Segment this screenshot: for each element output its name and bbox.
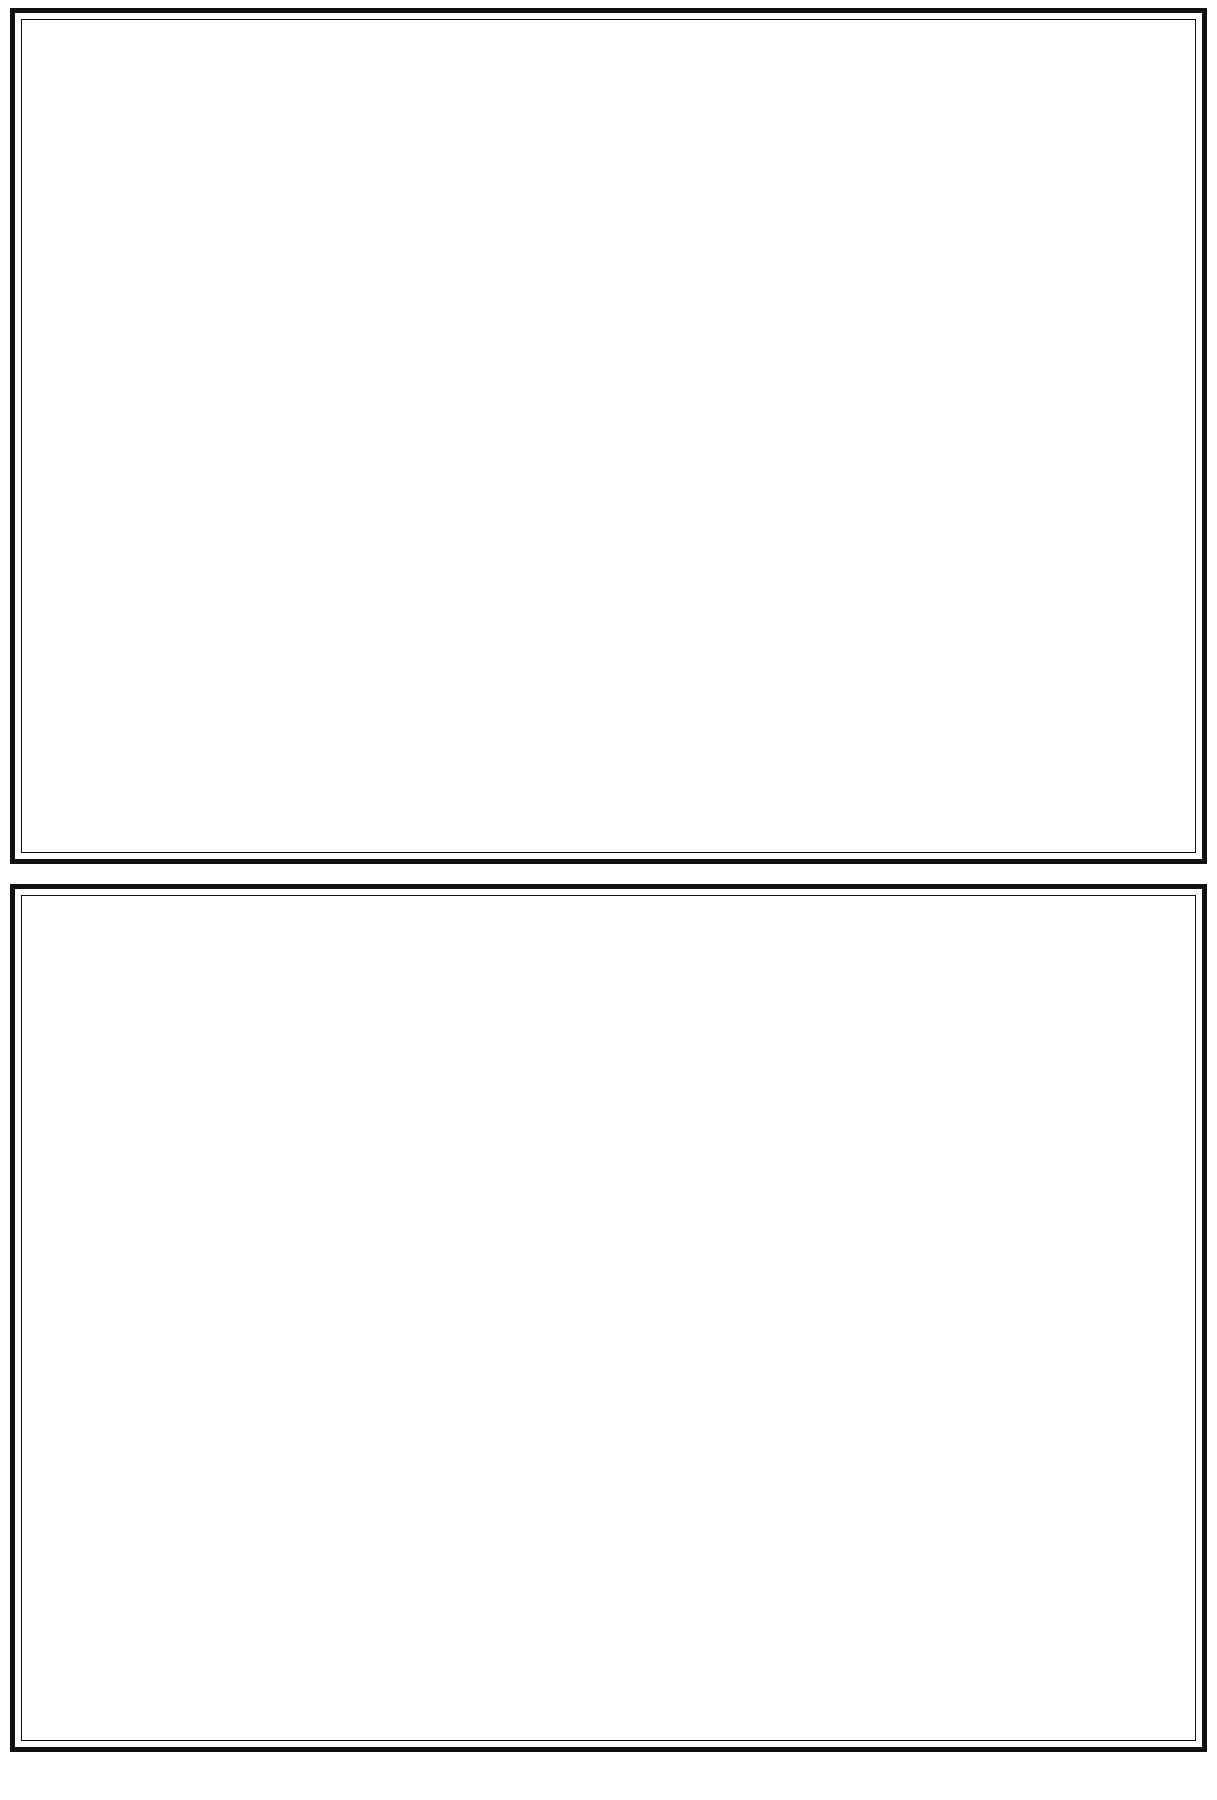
bottom-text-columns: [22, 896, 1195, 1740]
top-text-columns: [22, 20, 1195, 852]
bottom-page: [10, 884, 1207, 1752]
top-page: [10, 8, 1207, 864]
